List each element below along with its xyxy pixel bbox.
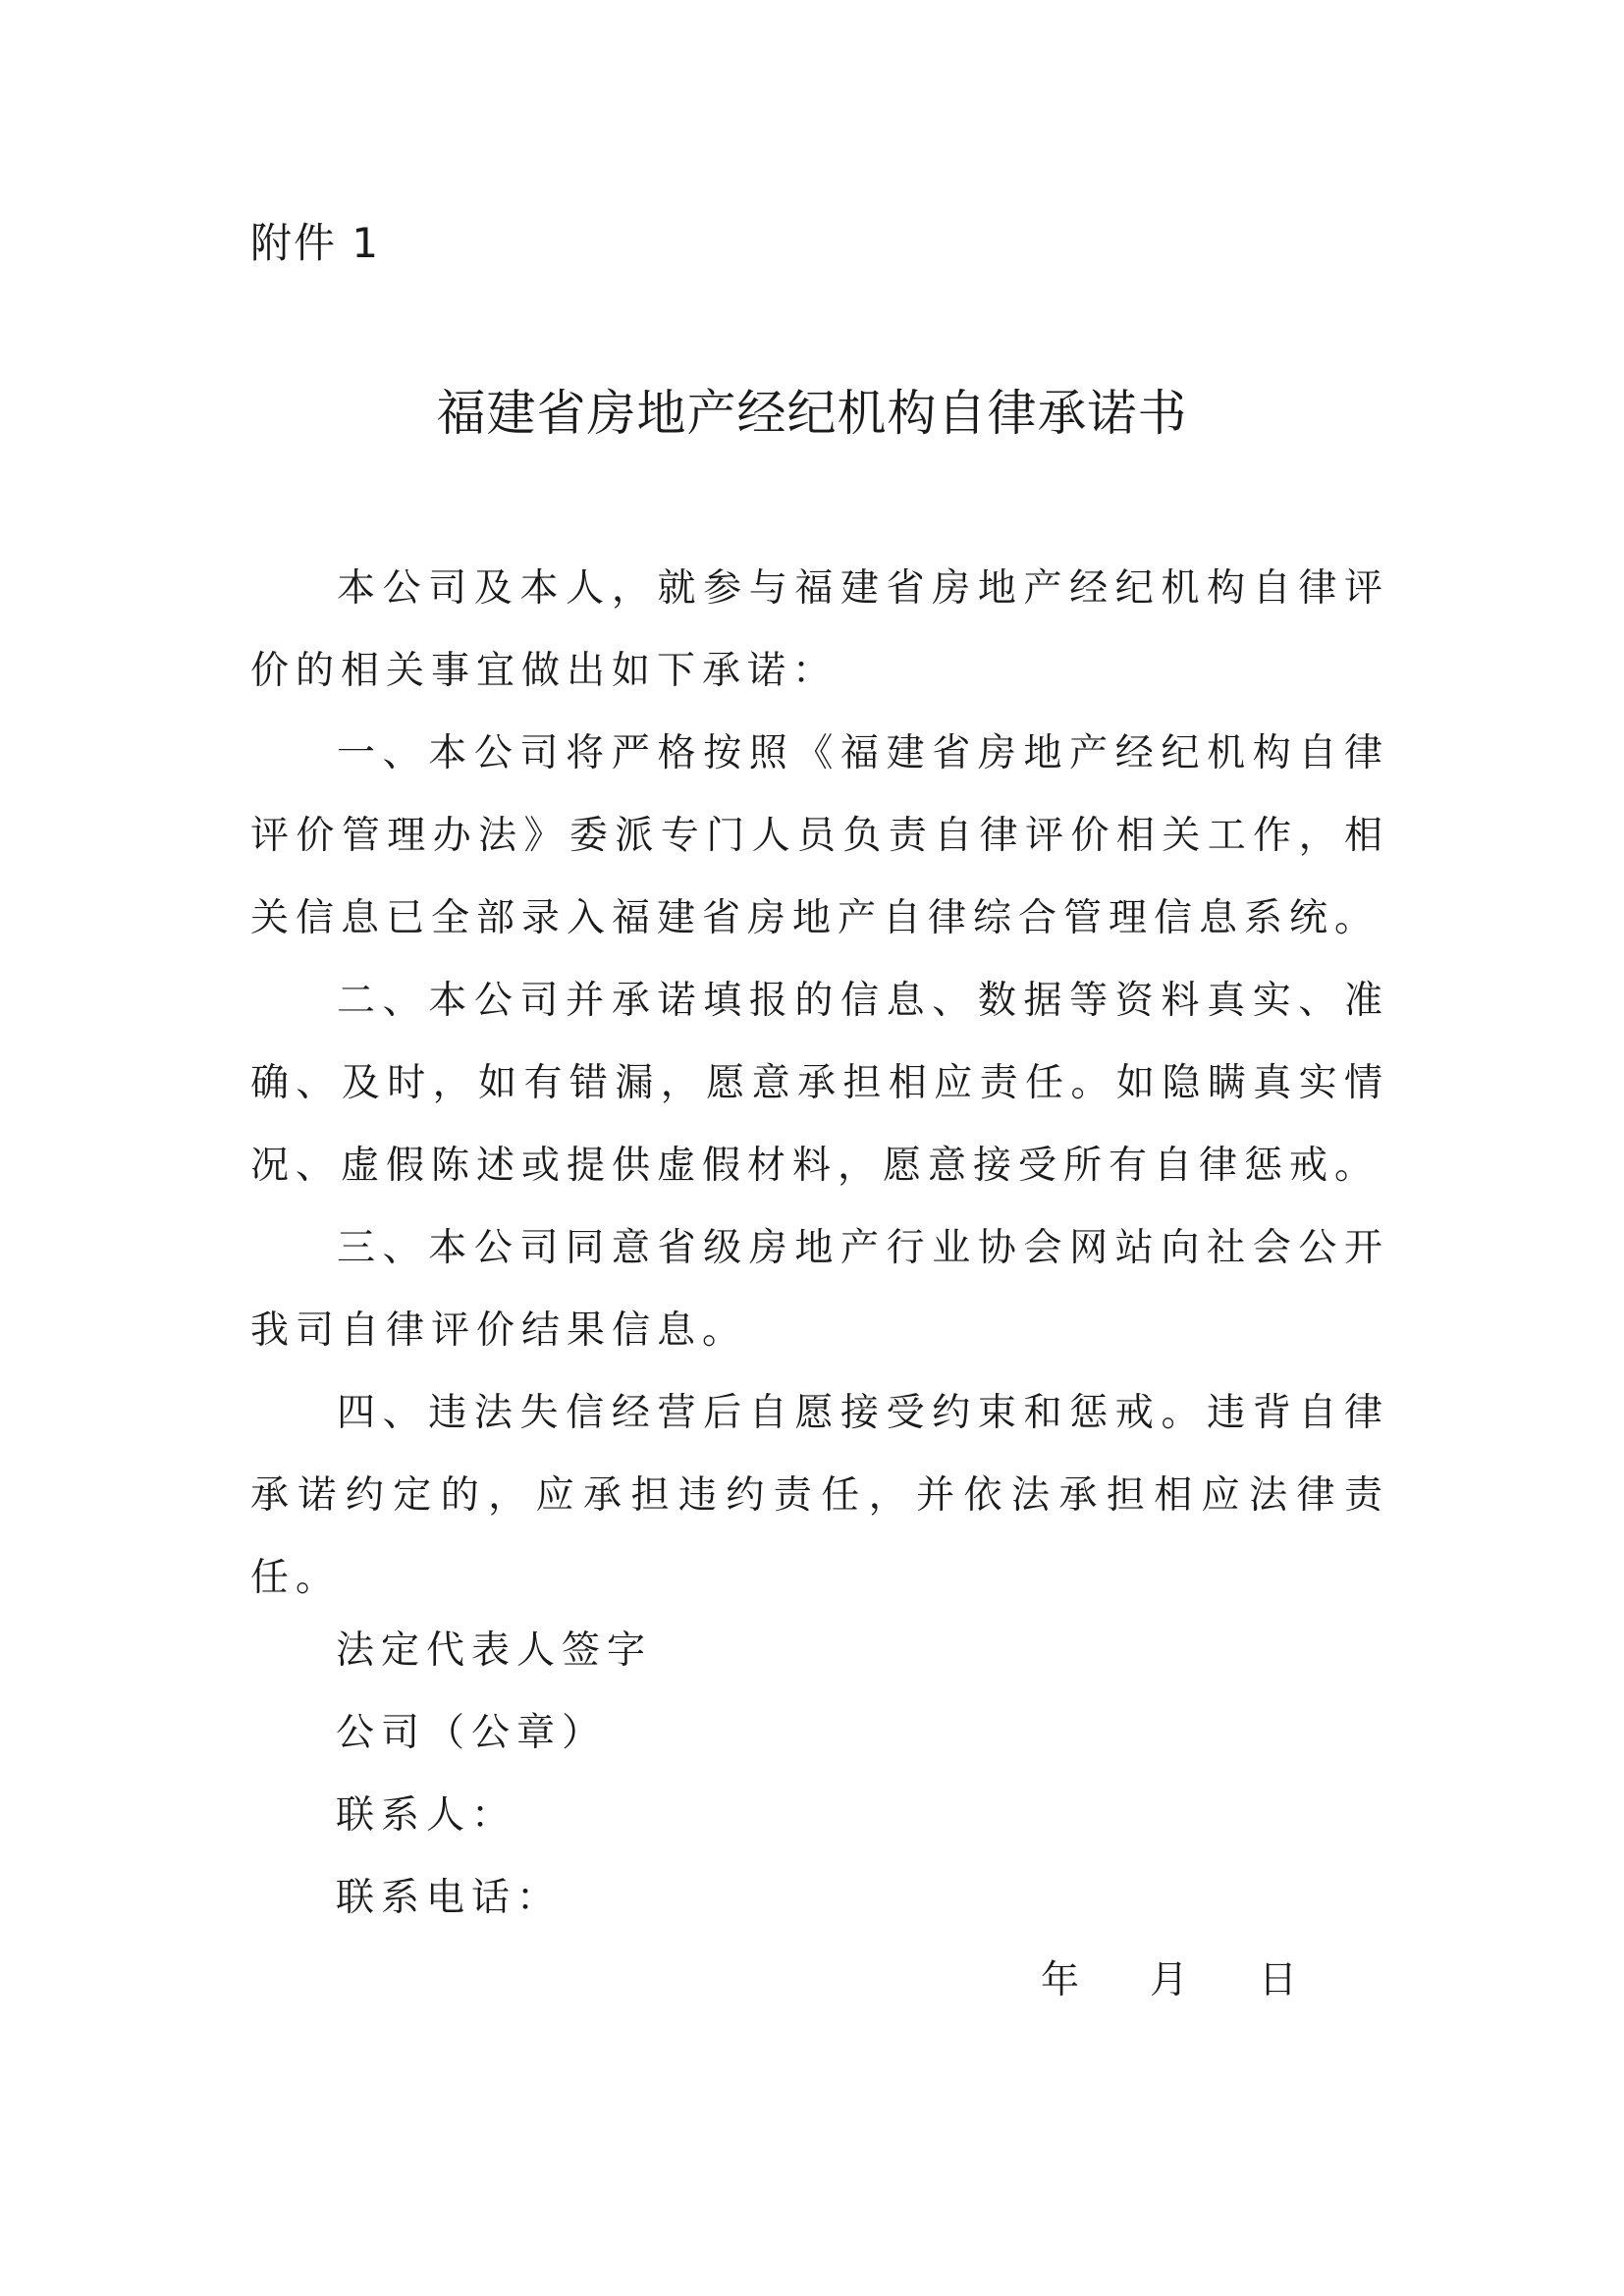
company-seal-label: 公司（公章）: [336, 1711, 608, 1755]
attachment-label: 附件 1: [250, 219, 381, 267]
document-body: [250, 548, 1389, 1620]
intro-paragraph: 本公司及本人，就参与福建省房地产经纪机构自律评价的相关事宜做出如下承诺：: [250, 566, 1389, 693]
commitment-paragraph-2: 二、本公司并承诺填报的信息、数据等资料真实、准确、及时，如有错漏，愿意承担相应责任。如隐瞒真实情况、虚假陈述或提供虚假材料，愿意接受所有自律惩戒。: [250, 979, 1389, 1188]
year-label: 年: [1041, 1958, 1080, 2002]
commitment-paragraph-1: 一、本公司将严格按照《福建省房地产经纪机构自律评价管理办法》委派专门人员负责自律评价相关工作，相关信息已全部录入福建省房地产自律综合管理信息系统。: [250, 731, 1389, 940]
commitment-paragraph-3: 三、本公司同意省级房地产行业协会网站向社会公开我司自律评价结果信息。: [250, 1226, 1389, 1353]
document-title: 福建省房地产经纪机构自律承诺书: [436, 385, 1188, 442]
commitment-paragraph-4: 四、违法失信经营后自愿接受约束和惩戒。违背自律承诺约定的，应承担违约责任，并依法承担相应法律责任。: [250, 1391, 1389, 1600]
contact-person-label: 联系人：: [336, 1793, 517, 1838]
legal-representative-signature-label: 法定代表人签字: [336, 1629, 653, 1673]
contact-phone-label: 联系电话：: [336, 1876, 563, 1920]
month-label: 月: [1150, 1958, 1189, 2002]
day-label: 日: [1259, 1958, 1298, 2002]
date-line: [1041, 1951, 1297, 2010]
signature-block: [336, 1610, 652, 1940]
